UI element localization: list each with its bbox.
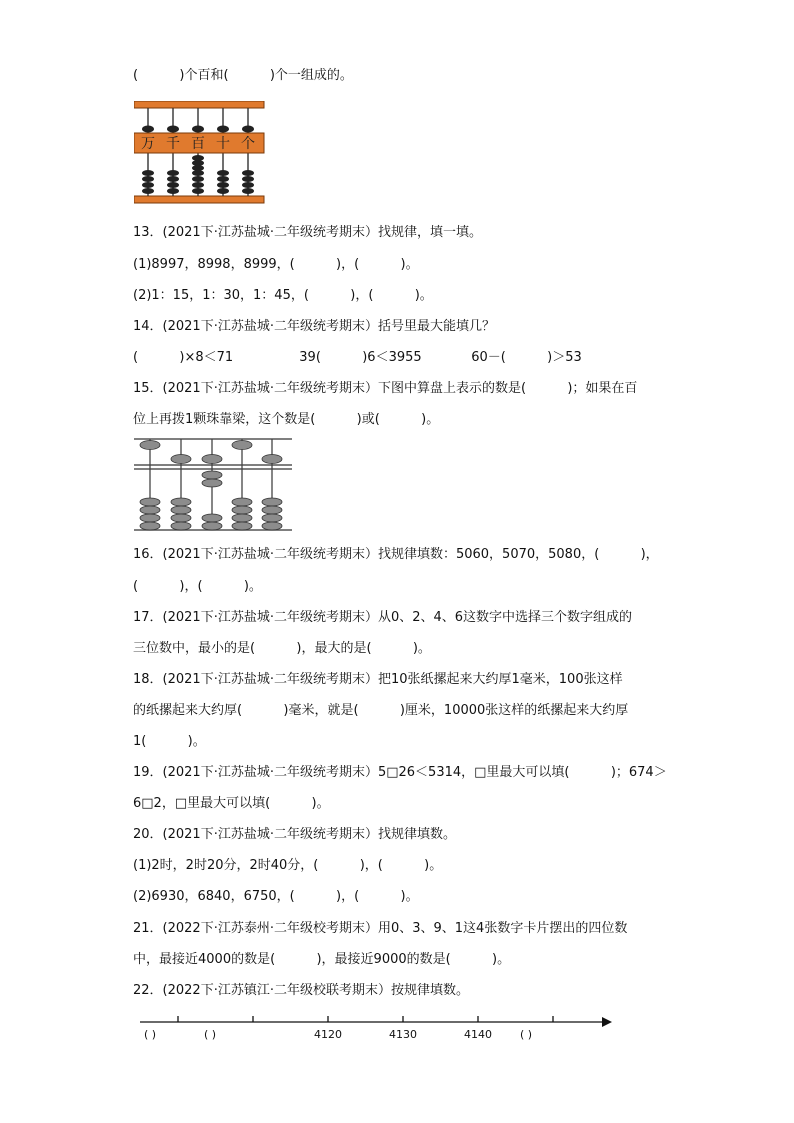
abacus-bead (167, 126, 179, 133)
abacus-bead (217, 182, 229, 188)
number-line-label: ( ) (204, 1028, 217, 1041)
q18-continuation: 的纸摞起来大约厚( )毫米，就是( )厘米，10000张这样的纸摞起来大约厚 (133, 703, 629, 718)
abacus2-bead (140, 498, 160, 506)
abacus2-bead (202, 471, 222, 479)
abacus2-bead (171, 455, 191, 464)
abacus2-bead (202, 479, 222, 487)
abacus2-bead (171, 506, 191, 514)
abacus2-bead (232, 514, 252, 522)
q16-continuation: ( )，( )。 (133, 579, 262, 594)
q13-part2: (2)1：15，1：30，1：45，( )，( )。 (133, 288, 433, 303)
number-line-label: 4140 (464, 1028, 492, 1041)
q16-title: 16．(2021下·江苏盐城·二年级统考期末）找规律填数：5060，5070，5080，( )， (133, 547, 659, 562)
q20-part2: (2)6930，6840，6750，( )，( )。 (133, 889, 419, 904)
q19-continuation: 6□2，□里最大可以填( )。 (133, 796, 330, 811)
abacus-bead (217, 126, 229, 133)
number-line-label: ( ) (520, 1028, 533, 1041)
abacus2-bead (140, 522, 160, 530)
number-line-label: 4120 (314, 1028, 342, 1041)
q15-title: 15．(2021下·江苏盐城·二年级统考期末）下图中算盘上表示的数是( )；如果在百 (133, 381, 638, 396)
q20-title: 20．(2021下·江苏盐城·二年级统考期末）找规律填数。 (133, 827, 456, 842)
abacus2-bead (232, 441, 252, 450)
abacus-bead (192, 126, 204, 133)
abacus-bead (167, 176, 179, 182)
q14-expressions: ( )×8＜71 39( )6＜3955 60－( )＞53 (133, 350, 582, 365)
q17-title: 17．(2021下·江苏盐城·二年级统考期末）从0、2、4、6这数字中选择三个数字组成的 (133, 610, 633, 625)
q13-part1: (1)8997，8998，8999，( )，( )。 (133, 257, 419, 272)
abacus-bead (242, 126, 254, 133)
abacus-bead (142, 126, 154, 133)
abacus-bottom-bar (134, 196, 264, 203)
abacus2-bead (262, 506, 282, 514)
abacus-bead (142, 170, 154, 176)
abacus-place-label: 十 (216, 136, 230, 152)
q21-continuation: 中，最接近4000的数是( )，最接近9000的数是( )。 (133, 952, 511, 967)
abacus2-bead (171, 498, 191, 506)
abacus-bead (242, 188, 254, 194)
abacus2-bead (171, 522, 191, 530)
abacus2-bead (262, 522, 282, 530)
abacus-bead (242, 170, 254, 176)
abacus-bead (167, 188, 179, 194)
abacus-place-label: 百 (191, 136, 205, 152)
abacus2-bead (202, 514, 222, 522)
abacus-bead (192, 182, 204, 188)
abacus-bead (242, 182, 254, 188)
q20-part1: (1)2时，2时20分，2时40分，( )，( )。 (133, 858, 443, 873)
q22-title: 22．(2022下·江苏镇江·二年级校联考期末）按规律填数。 (133, 983, 469, 998)
q18-title: 18．(2021下·江苏盐城·二年级统考期末）把10张纸摞起来大约厚1毫米，100张这样 (133, 672, 623, 687)
abacus2-bead (171, 514, 191, 522)
q14-title: 14．(2021下·江苏盐城·二年级统考期末）括号里最大能填几？ (133, 319, 495, 334)
q19-title: 19．(2021下·江苏盐城·二年级统考期末）5□26＜5314，□里最大可以填( )；674＞ (133, 765, 667, 780)
abacus2-bead (232, 498, 252, 506)
number-line (140, 1012, 620, 1044)
abacus-bead (142, 188, 154, 194)
abacus-bead (142, 176, 154, 182)
q17-continuation: 三位数中，最小的是( )，最大的是( )。 (133, 641, 431, 656)
abacus-bead (192, 188, 204, 194)
abacus2-bead (140, 506, 160, 514)
abacus-bead (192, 176, 204, 182)
q12-blank-line: ( )个百和( )个一组成的。 (133, 68, 353, 83)
abacus2-bead (262, 455, 282, 464)
abacus2-bead (232, 506, 252, 514)
abacus2-bead (140, 514, 160, 522)
number-line-arrow (602, 1017, 612, 1027)
number-line-label: ( ) (144, 1028, 157, 1041)
abacus2-bead (202, 455, 222, 464)
abacus2-bead (202, 522, 222, 530)
abacus2-bead (140, 441, 160, 450)
abacus-figure-gray (134, 437, 294, 533)
q15-continuation: 位上再拨1颗珠靠梁，这个数是( )或( )。 (133, 412, 440, 427)
abacus-place-label: 个 (241, 136, 255, 152)
abacus-bead (217, 176, 229, 182)
abacus-bead (217, 170, 229, 176)
abacus2-bead (262, 514, 282, 522)
abacus-bead (167, 170, 179, 176)
abacus-bead (242, 176, 254, 182)
abacus-place-label: 千 (166, 136, 180, 152)
q21-title: 21．(2022下·江苏泰州·二年级校考期末）用0、3、9、1这4张数字卡片摆出的四位数 (133, 921, 628, 936)
abacus2-bead (262, 498, 282, 506)
abacus-place-label: 万 (141, 136, 155, 152)
number-line-label: 4130 (389, 1028, 417, 1041)
abacus-figure-labeled (134, 101, 266, 205)
q13-title: 13．(2021下·江苏盐城·二年级统考期末）找规律，填一填。 (133, 225, 482, 240)
abacus-bead (192, 165, 204, 171)
abacus-bead (167, 182, 179, 188)
abacus-bead (142, 182, 154, 188)
abacus-top-bar (134, 101, 264, 108)
q18-continuation2: 1( )。 (133, 734, 206, 749)
abacus2-bead (232, 522, 252, 530)
abacus-bead (217, 188, 229, 194)
